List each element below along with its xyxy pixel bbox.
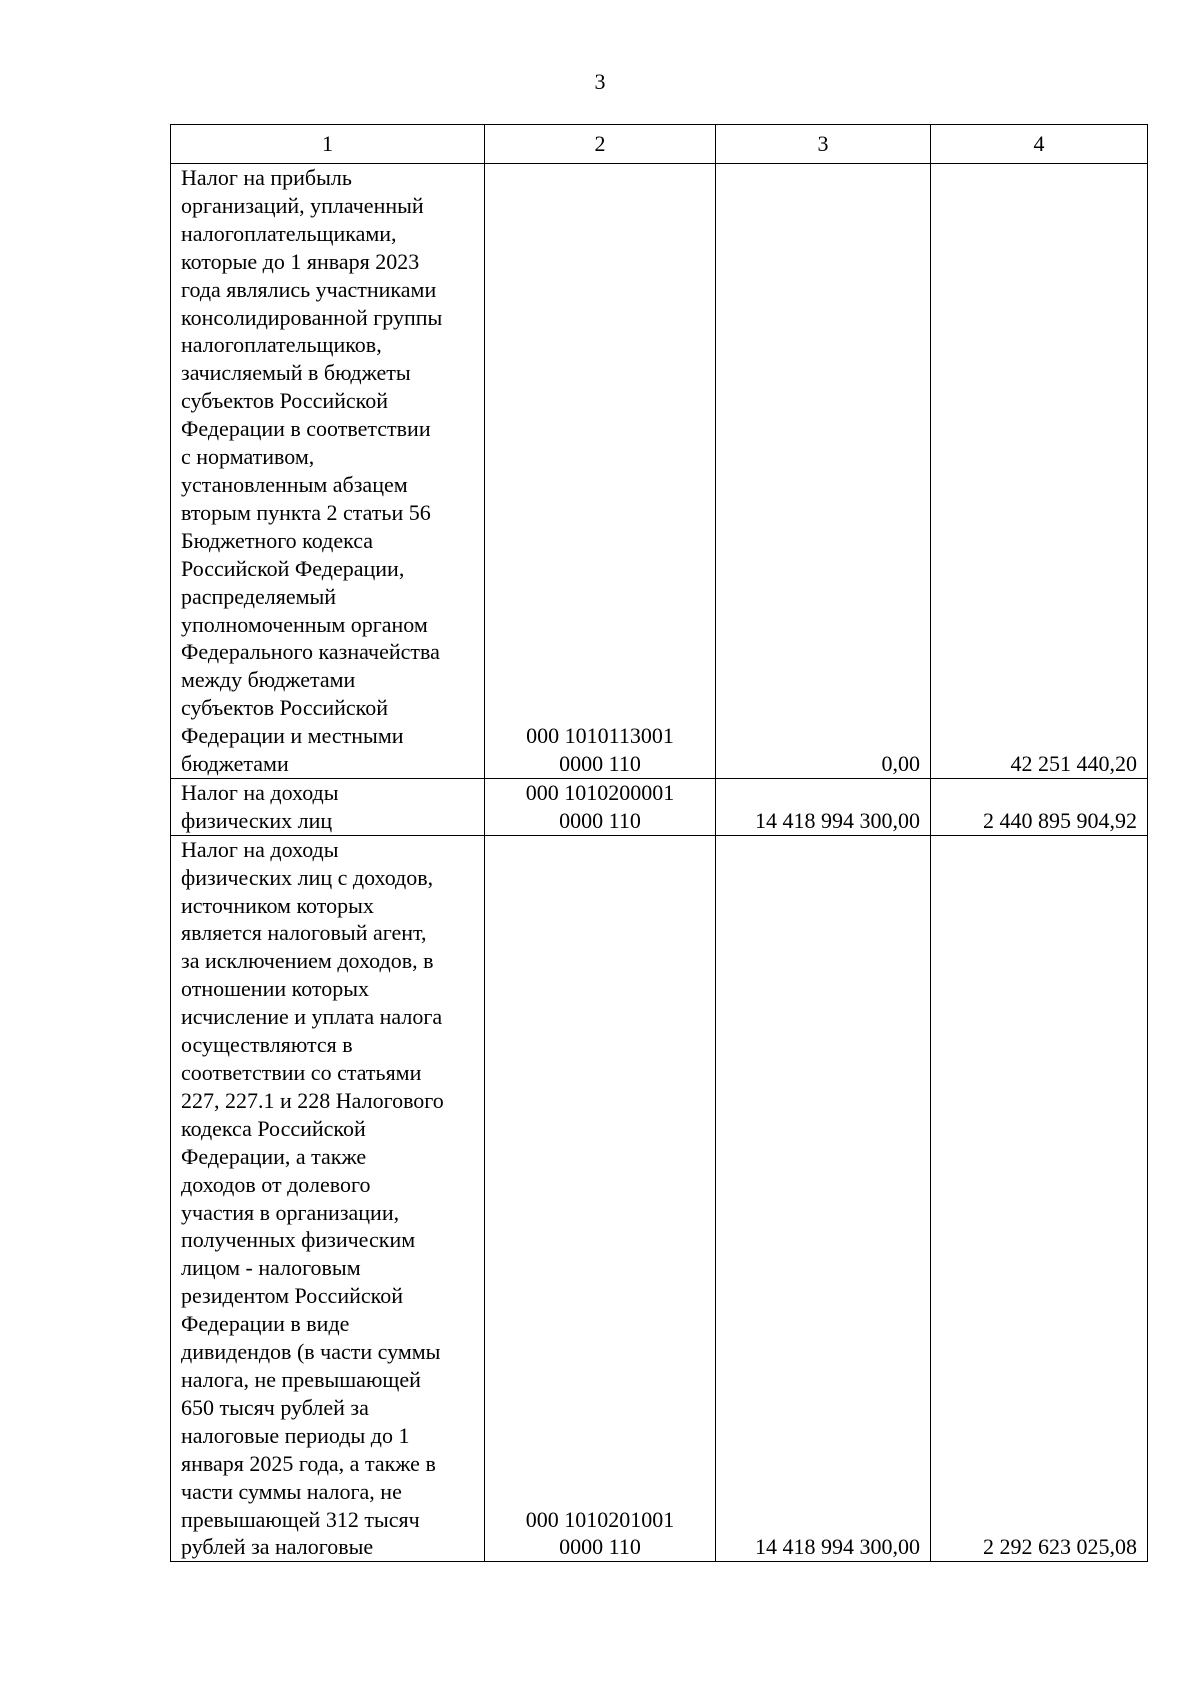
table-row: [171, 164, 1148, 779]
budget-revenue-table: [170, 124, 1148, 1562]
column-header-3: 3: [716, 125, 931, 164]
row-value-col4: 2 292 623 025,08: [931, 835, 1148, 1562]
row-budget-code: 000 1010201001 0000 110: [485, 835, 716, 1562]
row-budget-code: 000 1010113001 0000 110: [485, 164, 716, 779]
row-value-col3: 14 418 994 300,00: [716, 778, 931, 835]
column-header-2: 2: [485, 125, 716, 164]
row-value-col3: 14 418 994 300,00: [716, 835, 931, 1562]
table-row: [171, 778, 1148, 835]
row-value-col4: 42 251 440,20: [931, 164, 1148, 779]
page-number: 3: [594, 69, 606, 94]
row-description: Налог на доходы физических лиц: [171, 778, 485, 835]
row-value-col3: 0,00: [716, 164, 931, 779]
row-description: Налог на доходы физических лиц с доходов, источником которых является налоговый агент, за исключением доходов, в отношении которых исчисление и уплата налога осуществляются в соответствии со статьями 227, 227.1 и 228 Налогового кодекса Российской Федерации, а также доходов от долевого участия в организации, полученных физическим лицом - налоговым резидентом Российской Федерации в виде дивидендов (в части суммы налога, не превышающей 650 тысяч рублей за налоговые периоды до 1 января 2025 года, а также в части суммы налога, не превышающей 312 тысяч рублей за налоговые: [171, 835, 485, 1562]
row-budget-code: 000 1010200001 0000 110: [485, 778, 716, 835]
row-value-col4: 2 440 895 904,92: [931, 778, 1148, 835]
table-header-row: [171, 125, 1148, 164]
column-header-1: 1: [171, 125, 485, 164]
table-row: [171, 835, 1148, 1562]
column-header-4: 4: [931, 125, 1148, 164]
row-description: Налог на прибыль организаций, уплаченный налогоплательщиками, которые до 1 января 2023 года являлись участниками консолидированной группы налогоплательщиков, зачисляемый в бюджеты субъектов Российской Федерации в соответствии с нормативом, установленным абзацем вторым пункта 2 статьи 56 Бюджетного кодекса Российской Федерации, распределяемый уполномоченным органом Федерального казначейства между бюджетами субъектов Российской Федерации и местными бюджетами: [171, 164, 485, 779]
